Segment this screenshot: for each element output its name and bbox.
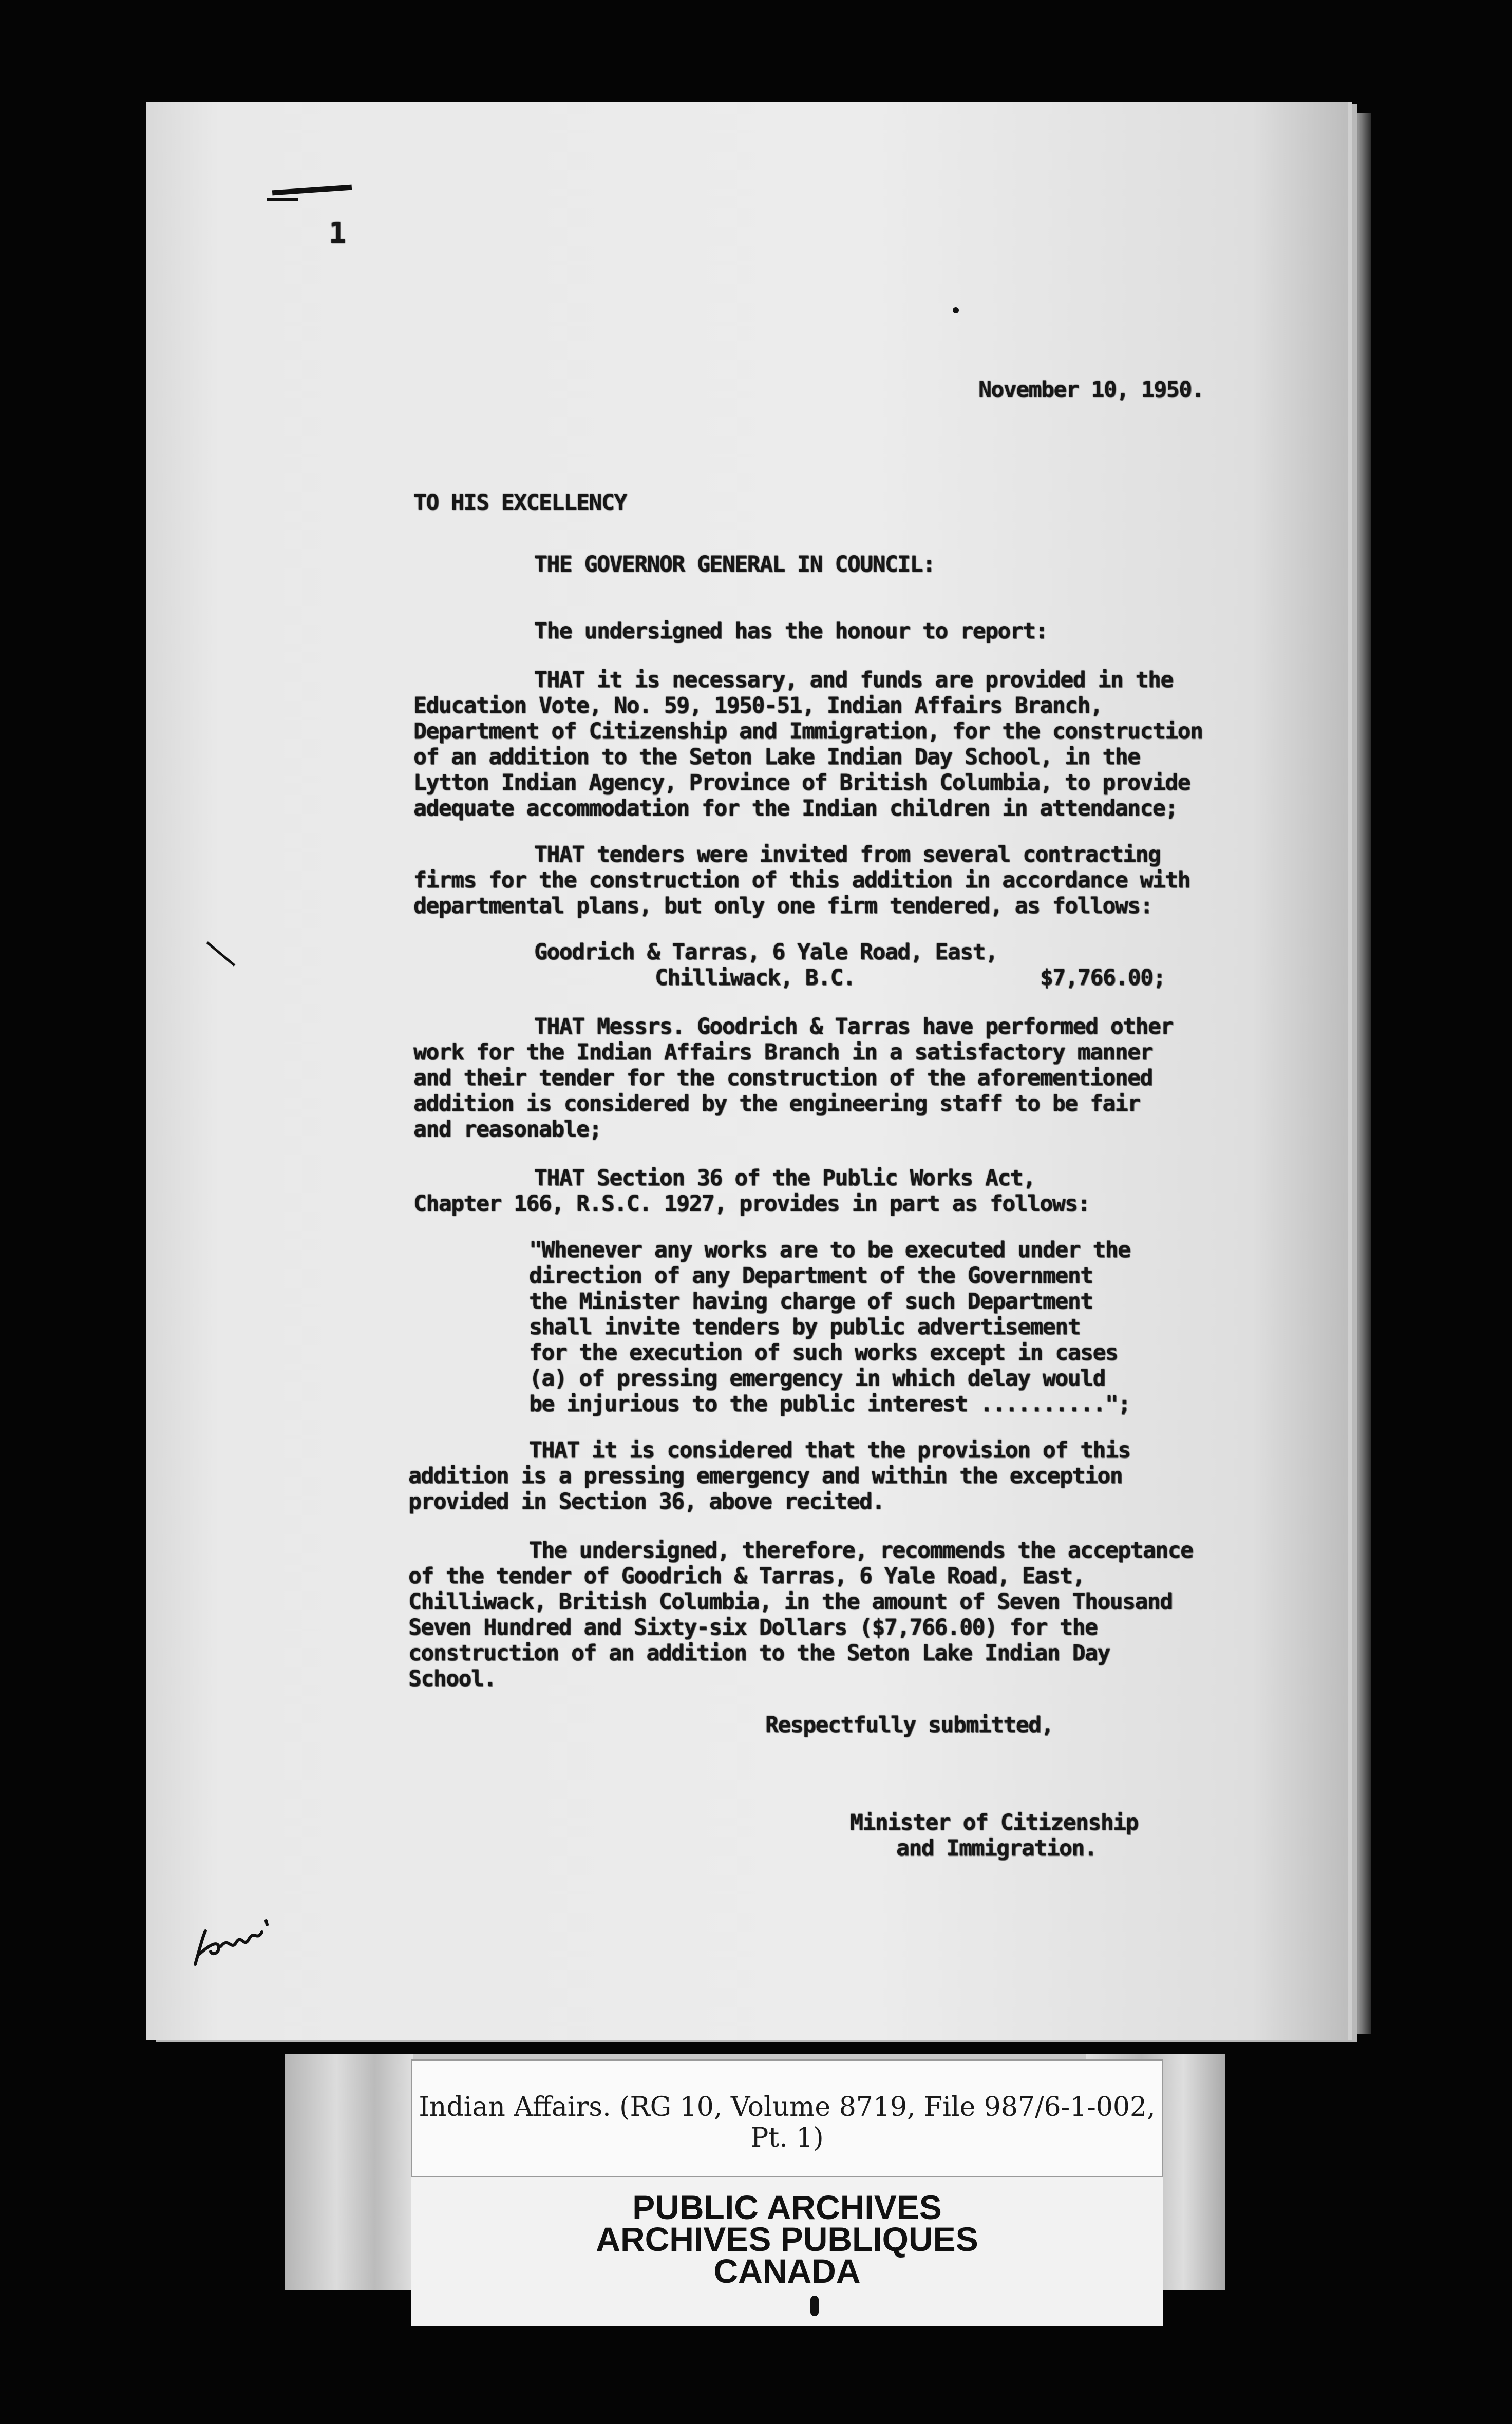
- film-notch: [810, 2296, 819, 2316]
- archive-reference-label: [411, 2059, 1163, 2177]
- handwritten-initials: [190, 1905, 277, 1972]
- ink-dot: [953, 307, 959, 313]
- text-line: work for the Indian Affairs Branch in a satisfactory manner: [413, 1039, 1152, 1065]
- text-line: Seven Hundred and Sixty-six Dollars ($7,766.00) for the: [408, 1615, 1098, 1640]
- closing: Respectfully submitted,: [765, 1712, 1053, 1738]
- addressee: TO HIS EXCELLENCY: [413, 490, 627, 516]
- text-line: Education Vote, No. 59, 1950-51, Indian Affairs Branch,: [413, 693, 1103, 718]
- stamp-line: PUBLIC ARCHIVES: [632, 2188, 942, 2226]
- text-line: Chilliwack, British Columbia, in the amount of Seven Thousand: [408, 1589, 1173, 1615]
- quote-line: the Minister having charge of such Department: [529, 1289, 1093, 1314]
- text-line: addition is considered by the engineering staff to be fair: [413, 1091, 1140, 1116]
- film-flap-left: [285, 2054, 413, 2290]
- text-line: THAT Messrs. Goodrich & Tarras have performed other: [534, 1014, 1173, 1039]
- document-date: November 10, 1950.: [978, 377, 1204, 403]
- stamp-line: CANADA: [713, 2252, 861, 2290]
- text-line: THAT tenders were invited from several contracting: [534, 842, 1161, 867]
- quote-line: direction of any Department of the Government: [529, 1263, 1093, 1289]
- archive-stamp: [411, 2177, 1163, 2326]
- text-line: THAT it is necessary, and funds are provided in the: [534, 667, 1173, 693]
- text-line: provided in Section 36, above recited.: [408, 1489, 884, 1514]
- quote-line: (a) of pressing emergency in which delay would: [529, 1366, 1105, 1391]
- stamp-line: ARCHIVES PUBLIQUES: [596, 2220, 978, 2258]
- tender-amount: $7,766.00;: [1040, 965, 1165, 991]
- opening-line: The undersigned has the honour to report:: [534, 618, 1048, 644]
- text-line: firms for the construction of this addition in accordance with: [413, 867, 1190, 893]
- text-line: adequate accommodation for the Indian children in attendance;: [413, 796, 1178, 821]
- text-line: addition is a pressing emergency and within the exception: [408, 1463, 1123, 1489]
- signature-title: and Immigration.: [896, 1835, 1097, 1861]
- recipient: THE GOVERNOR GENERAL IN COUNCIL:: [534, 552, 935, 577]
- text-line: and their tender for the construction of the aforementioned: [413, 1065, 1152, 1091]
- text-line: THAT it is considered that the provision of this: [529, 1437, 1130, 1463]
- text-line: THAT Section 36 of the Public Works Act,: [534, 1165, 1035, 1191]
- text-line: of the tender of Goodrich & Tarras, 6 Yale Road, East,: [408, 1563, 1085, 1589]
- page-number: 1: [329, 217, 346, 250]
- quote-line: be injurious to the public interest ..........";: [529, 1391, 1130, 1417]
- text-line: departmental plans, but only one firm tendered, as follows:: [413, 893, 1152, 919]
- text-line: Department of Citizenship and Immigration, for the construction: [413, 718, 1203, 744]
- archive-reference-text: Indian Affairs. (RG 10, Volume 8719, File 987/6-1-002, Pt. 1): [419, 2092, 1156, 2153]
- quote-line: "Whenever any works are to be executed under the: [529, 1237, 1130, 1263]
- tender-city: Chilliwack, B.C.: [655, 965, 856, 991]
- quote-line: shall invite tenders by public advertisement: [529, 1314, 1081, 1340]
- text-line: of an addition to the Seton Lake Indian Day School, in the: [413, 744, 1140, 770]
- pencil-mark: [267, 198, 298, 201]
- text-line: School.: [408, 1666, 496, 1692]
- text-line: Lytton Indian Agency, Province of British Columbia, to provide: [413, 770, 1190, 796]
- text-line: construction of an addition to the Seton Lake Indian Day: [408, 1640, 1110, 1666]
- quote-line: for the execution of such works except in cases: [529, 1340, 1118, 1366]
- text-line: and reasonable;: [413, 1116, 601, 1142]
- text-line: The undersigned, therefore, recommends the acceptance: [529, 1538, 1193, 1563]
- tender-name: Goodrich & Tarras, 6 Yale Road, East,: [534, 939, 998, 965]
- text-line: Chapter 166, R.S.C. 1927, provides in part as follows:: [413, 1191, 1090, 1217]
- signature-title: Minister of Citizenship: [850, 1810, 1138, 1835]
